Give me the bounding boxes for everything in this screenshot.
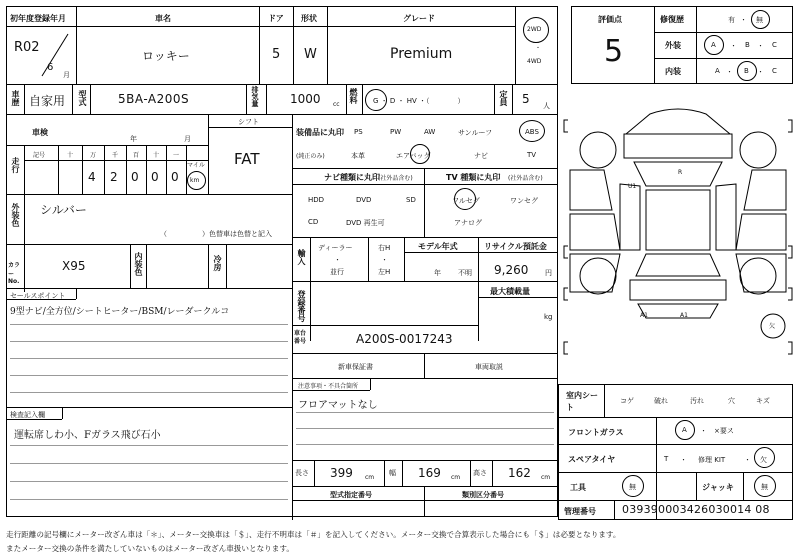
- repair-no: 無: [756, 16, 763, 24]
- navi-cd: CD: [308, 218, 319, 226]
- mileage-digit-4: 0: [171, 170, 179, 184]
- fuel-options: G ・ D ・ HV ・（ ）: [373, 97, 465, 105]
- tv-oneseg: ワンセグ: [510, 197, 538, 205]
- repair-label: 修復歴: [660, 15, 684, 24]
- import-dot2: ・: [381, 256, 388, 264]
- tools-value: 無: [629, 483, 636, 491]
- equipment-pw: PW: [390, 128, 402, 136]
- diagram-missing: 欠: [769, 323, 776, 330]
- equipment-ps: PS: [354, 128, 363, 136]
- interior-b: B: [744, 67, 749, 75]
- interior-dot1: ・: [726, 68, 733, 76]
- mgmt-no-label: 管理番号: [564, 507, 596, 516]
- jack-value: 無: [761, 483, 768, 491]
- interior-dot2: ・: [757, 68, 764, 76]
- sheet-scratch: キズ: [756, 397, 770, 405]
- import-label: 輸入: [297, 249, 306, 265]
- door-label: ドア: [268, 14, 284, 23]
- diagram-mark-a1-left: A1: [640, 312, 648, 319]
- tv-fullseg: フルセグ: [452, 197, 480, 205]
- interior-a: A: [715, 67, 720, 75]
- mileage-unit-1: 万: [90, 152, 97, 159]
- exterior-b: B: [745, 41, 750, 49]
- length-unit: cm: [365, 474, 375, 481]
- first-reg-month: 6: [47, 62, 54, 73]
- navi-sub: (社外品含む): [378, 175, 413, 182]
- height-value: 162: [508, 466, 531, 480]
- exterior-dot2: ・: [757, 42, 764, 50]
- width-label: 幅: [389, 469, 396, 477]
- grade-label: グレード: [403, 14, 435, 23]
- recycle-unit: 円: [545, 269, 552, 277]
- repair-dot: ・: [740, 16, 747, 24]
- equipment-sub: (純正のみ): [296, 153, 325, 160]
- inspector-label: 検査記入欄: [10, 411, 45, 419]
- inspection-year: 年: [130, 135, 137, 143]
- manual-label: 車両取説: [475, 363, 503, 371]
- windshield-replace: ×要ス: [714, 427, 734, 435]
- sheet-dirt: 汚れ: [690, 397, 704, 405]
- category-no-label: 類別区分番号: [462, 491, 504, 499]
- fuel-label: 燃料: [349, 88, 358, 104]
- inspection-label: 車検: [32, 128, 48, 137]
- diagram-mark-u1: U1: [628, 183, 637, 190]
- car-name-label: 車名: [155, 14, 171, 23]
- mileage-unit-4: 十: [153, 152, 160, 159]
- recycle-label: リサイクル預託金: [484, 242, 547, 251]
- spare-missing: 欠: [760, 456, 767, 464]
- import-dealer: ディーラー: [318, 244, 353, 252]
- chassis-label: 車台番号: [294, 330, 307, 345]
- import-dot: ・: [334, 256, 341, 264]
- model-value: 5BA-A200S: [118, 92, 190, 106]
- notes-label: 注意事項・不具合箇所: [298, 383, 359, 390]
- tv-sub: (社外品含む): [508, 175, 543, 182]
- first-reg-era: R02: [14, 40, 40, 55]
- shape-label: 形状: [301, 14, 317, 23]
- diagram-mark-a1-right: A1: [680, 312, 688, 319]
- displacement-label: 排気量: [251, 86, 259, 107]
- length-value: 399: [330, 466, 353, 480]
- tv-label: TV 種類に丸印: [446, 173, 501, 182]
- footer-line-1: 走行距離の記号欄にメーター改ざん車は「＊」、メーター交換車は「＄」、走行不明車は「＃」を記入してください。メーター交換で合算表示した場合にも「＄」は必要となります。: [6, 530, 621, 539]
- type-designation-label: 型式指定番号: [330, 491, 372, 499]
- max-load-label: 最大積載量: [490, 287, 530, 296]
- width-unit: cm: [451, 474, 461, 481]
- windshield-label: フロントガラス: [568, 428, 624, 437]
- displacement-unit: cc: [333, 101, 340, 108]
- exterior-label: 外装: [665, 41, 681, 50]
- car-name-value: ロッキー: [142, 49, 190, 63]
- mileage-label: 走行: [11, 157, 20, 173]
- mileage-mile: マイル: [187, 162, 205, 169]
- equipment-aw: AW: [424, 128, 436, 136]
- mileage-digit-2: 0: [131, 170, 139, 184]
- sales-point-value: 9型ナビ/全方位/シートヒーター/BSM/レーダークルコ: [10, 307, 230, 317]
- equipment-tv: TV: [527, 151, 537, 159]
- model-label: 型式: [78, 90, 87, 106]
- import-parallel: 並行: [330, 268, 344, 276]
- mileage-digit-1: 2: [110, 170, 118, 184]
- first-reg-label: 初年度登録年月: [10, 14, 66, 23]
- height-label: 高さ: [473, 469, 487, 477]
- sheet-hole: 穴: [728, 397, 735, 405]
- navi-label: ナビ種類に丸印: [324, 173, 380, 182]
- jack-label: ジャッキ: [702, 483, 734, 492]
- ac-label: 冷房: [213, 255, 222, 271]
- mileage-unit-5: 一: [173, 152, 180, 159]
- capacity-value: 5: [522, 92, 530, 106]
- interior-label: 内装: [665, 67, 681, 76]
- first-reg-month-unit: 月: [63, 71, 70, 79]
- mileage-sign-label: 記号: [33, 152, 46, 159]
- capacity-label: 定員: [499, 90, 508, 106]
- mileage-digit-3: 0: [151, 170, 159, 184]
- shape-value: W: [304, 47, 317, 62]
- interior-color-label: 内装色: [134, 252, 143, 276]
- score-label: 評価点: [598, 15, 622, 24]
- spare-tire-label: スペアタイヤ: [568, 455, 616, 464]
- length-label: 長さ: [295, 469, 309, 477]
- spare-t: T: [664, 455, 669, 463]
- spare-repair-kit: 修理 KIT: [698, 456, 726, 464]
- exterior-a: A: [711, 41, 716, 49]
- capacity-unit: 人: [543, 102, 550, 110]
- shift-value: FAT: [234, 150, 260, 168]
- tv-analog: アナログ: [454, 219, 482, 227]
- color-no-value: X95: [62, 259, 86, 273]
- max-load-unit: kg: [544, 313, 553, 321]
- import-rh: 右H: [378, 244, 391, 252]
- mgmt-no-value: 039390003426030014 08: [622, 503, 770, 516]
- spare-dot1: ・: [680, 456, 687, 464]
- tools-label: 工具: [570, 483, 586, 492]
- score-value: 5: [604, 34, 624, 69]
- car-diagram: [560, 100, 796, 376]
- width-value: 169: [418, 466, 441, 480]
- color-no-label: カラーNo.: [8, 262, 21, 285]
- usage-label: 車歴: [11, 90, 20, 106]
- diagram-mark-r: R: [678, 169, 683, 176]
- navi-sd: SD: [406, 196, 416, 204]
- inspection-month: 月: [184, 135, 191, 143]
- height-unit: cm: [541, 474, 551, 481]
- exterior-dot1: ・: [730, 42, 737, 50]
- grade-value: Premium: [390, 46, 453, 62]
- footer-line-2: またメーター交換の条件を満たしていないものはメーター改ざん車扱いとなります。: [6, 544, 294, 553]
- windshield-a: A: [682, 426, 687, 434]
- color-value: シルバー: [40, 203, 87, 217]
- exterior-c: C: [772, 41, 777, 49]
- displacement-value: 1000: [290, 92, 321, 106]
- drive-4wd: 4WD: [527, 58, 542, 65]
- chassis-value: A200S-0017243: [356, 332, 453, 346]
- warranty-label: 新車保証書: [338, 363, 373, 371]
- equipment-sunroof: サンルーフ: [458, 129, 493, 137]
- color-note: （ ）色替車は色替と記入: [160, 230, 272, 238]
- sales-point-label: セールスポイント: [10, 292, 66, 300]
- recycle-value: 9,260: [494, 263, 529, 277]
- mileage-unit-0: 十: [67, 152, 74, 159]
- repair-yes: 有: [728, 16, 735, 24]
- mileage-unit-3: 百: [133, 152, 140, 159]
- equipment-abs: ABS: [525, 128, 539, 136]
- drive-dot: ・: [535, 45, 542, 52]
- sheet-burn: コゲ: [620, 397, 634, 405]
- windshield-dot: ・: [700, 427, 707, 435]
- interior-sheet-label: 室内シート: [566, 391, 598, 412]
- spare-dot2: ・: [744, 456, 751, 464]
- color-label: 外装色: [11, 203, 20, 227]
- navi-hdd: HDD: [308, 196, 325, 204]
- reg-no-label: 登録番号: [297, 290, 306, 322]
- equipment-label: 装備品に丸印: [296, 128, 344, 137]
- equipment-leather: 本革: [351, 152, 365, 160]
- usage-value: 自家用: [29, 94, 66, 108]
- mileage-unit-2: 千: [112, 152, 119, 159]
- sheet-tear: 破れ: [654, 397, 668, 405]
- shift-label: シフト: [238, 118, 259, 126]
- notes-value: フロアマットなし: [298, 400, 378, 411]
- mileage-km: km: [190, 177, 200, 184]
- model-year-year: 年: [434, 269, 441, 277]
- drive-2wd: 2WD: [527, 26, 542, 33]
- import-lh: 左H: [378, 268, 391, 276]
- model-year-unknown: 不明: [458, 269, 472, 277]
- navi-dvd-play: DVD 再生可: [346, 219, 385, 227]
- model-year-label: モデル年式: [418, 242, 458, 251]
- mileage-digit-0: 4: [88, 170, 96, 184]
- equipment-airbag: エアバッグ: [396, 152, 431, 160]
- navi-dvd: DVD: [356, 196, 372, 204]
- door-value: 5: [272, 47, 281, 62]
- inspector-value: 運転席しわ小、Fガラス飛び石小: [14, 430, 161, 441]
- equipment-navi: ナビ: [474, 152, 488, 160]
- interior-c: C: [772, 67, 777, 75]
